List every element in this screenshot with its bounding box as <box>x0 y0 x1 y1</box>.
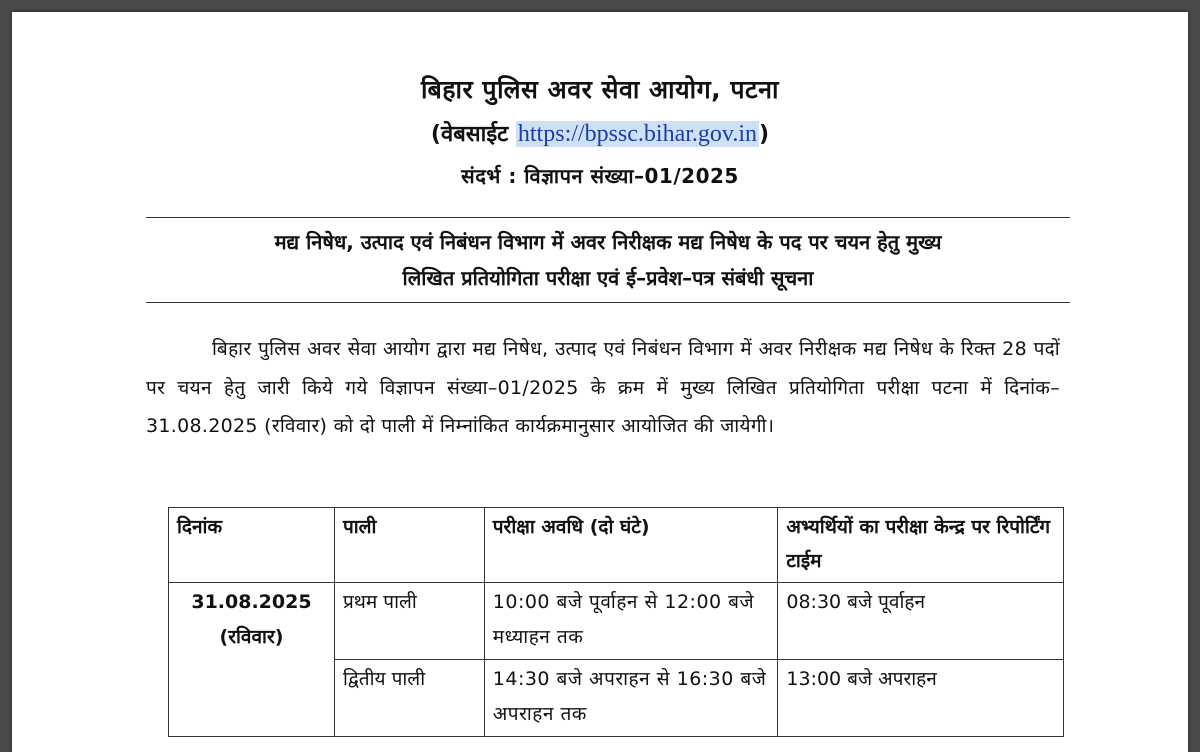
notice-paragraph: बिहार पुलिस अवर सेवा आयोग द्वारा मद्य निषेध, उत्पाद एवं निबंधन विभाग में अवर निरीक्षक मद्य निषेध के रिक्त 28 पदों पर चयन हेतु जारी किये गये विज्ञापन संख्या–01/2025 के क्रम में मुख्य लिखित प्रतियोगिता परीक्षा पटना में दिनांक–31.08.2025 (रविवार) को दो पाली में निम्नांकित कार्यक्रमानुसार आयोजित की जायेगी। <box>146 338 1060 437</box>
notice-subject-line-2: लिखित प्रतियोगिता परीक्षा एवं ई–प्रवेश–पत्र संबंधी सूचना <box>402 266 814 290</box>
divider-bottom <box>146 302 1070 303</box>
header-date: दिनांक <box>169 508 335 583</box>
exam-day: (रविवार) <box>219 626 284 648</box>
shift-name: द्वितीय पाली <box>334 660 484 737</box>
table-header-row <box>169 508 1064 583</box>
shift-duration: 10:00 बजे पूर्वाहन से 12:00 बजे मध्याहन तक <box>484 583 778 660</box>
shift-reporting-time: 08:30 बजे पूर्वाहन <box>778 583 1064 660</box>
website-label-close: ) <box>759 122 770 147</box>
table-row <box>169 583 1064 660</box>
exam-date: 31.08.2025 <box>191 591 312 613</box>
advertisement-reference: संदर्भ : विज्ञापन संख्या–01/2025 <box>461 164 739 188</box>
website-line <box>12 118 1188 148</box>
notice-subject-line-1: मद्य निषेध, उत्पाद एवं निबंधन विभाग में अवर निरीक्षक मद्य निषेध के पद पर चयन हेतु मुख्य <box>274 230 942 254</box>
notice-document <box>12 12 1188 752</box>
exam-schedule-table <box>168 507 1064 737</box>
header-reporting-time: अभ्यर्थियों का परीक्षा केन्द्र पर रिपोर्टिंग टाईम <box>778 508 1064 583</box>
exam-date-cell <box>169 583 335 737</box>
shift-duration: 14:30 बजे अपराहन से 16:30 बजे अपराहन तक <box>484 660 778 737</box>
organization-title: बिहार पुलिस अवर सेवा आयोग, पटना <box>420 75 780 104</box>
website-link[interactable]: https://bpssc.bihar.gov.in <box>517 121 757 147</box>
header-shift: पाली <box>334 508 484 583</box>
shift-name: प्रथम पाली <box>334 583 484 660</box>
notice-subject <box>146 224 1070 296</box>
header-duration: परीक्षा अवधि (दो घंटे) <box>484 508 778 583</box>
divider-top <box>146 217 1070 218</box>
website-label: (वेबसाईट <box>430 122 516 147</box>
shift-reporting-time: 13:00 बजे अपराहन <box>778 660 1064 737</box>
